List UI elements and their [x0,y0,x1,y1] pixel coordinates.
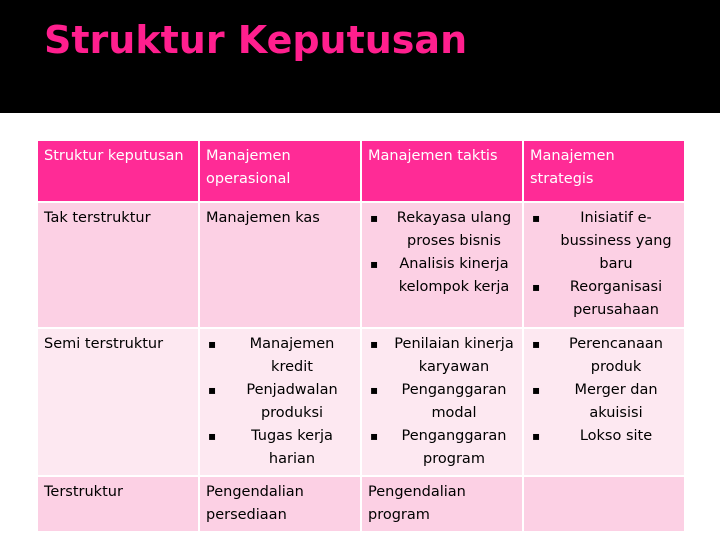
header-cell: Manajemen operasional [199,140,361,202]
bullet-list [368,333,516,471]
cell-taktis [361,476,523,532]
list-item: ▪ Reorganisasi perusahaan [530,276,678,322]
header-cell: Manajemen strategis [523,140,685,202]
page-title: Struktur Keputusan [44,18,468,62]
cell-operasional [199,328,361,476]
table-header-row [37,140,685,202]
list-item: ▪ Penganggaran modal [368,379,516,425]
cell-operasional [199,476,361,532]
list-item: ▪ Perencanaan produk [530,333,678,379]
row-label: Terstruktur [37,476,199,532]
list-item: ▪ Penganggaran program [368,425,516,471]
list-item: ▪ Lokso site [530,425,678,448]
bullet-list [530,207,678,322]
header-cell: Struktur keputusan [37,140,199,202]
bullet-list [530,333,678,448]
cell-strategis [523,476,685,532]
cell-text: Pengendalian persediaan [206,484,304,523]
list-item: ▪ Analisis kinerja kelompok kerja [368,253,516,299]
title-band [0,0,720,113]
cell-taktis [361,202,523,328]
list-item: ▪ Merger dan akuisisi [530,379,678,425]
list-item: ▪ Manajemen kredit [206,333,354,379]
list-item: ▪ Inisiatif e-bussiness yang baru [530,207,678,276]
table-row [37,202,685,328]
cell-strategis [523,328,685,476]
cell-text: Pengendalian program [368,484,466,523]
cell-text: Manajemen kas [206,210,320,226]
cell-taktis [361,328,523,476]
table-row [37,328,685,476]
bullet-list [368,207,516,299]
list-item: ▪ Rekayasa ulang proses bisnis [368,207,516,253]
header-cell: Manajemen taktis [361,140,523,202]
cell-operasional [199,202,361,328]
list-item: ▪ Penjadwalan produksi [206,379,354,425]
cell-strategis [523,202,685,328]
row-label: Semi terstruktur [37,328,199,476]
row-label: Tak terstruktur [37,202,199,328]
bullet-list [206,333,354,471]
list-item: ▪ Penilaian kinerja karyawan [368,333,516,379]
decision-structure-table [36,139,686,533]
list-item: ▪ Tugas kerja harian [206,425,354,471]
table-row [37,476,685,532]
